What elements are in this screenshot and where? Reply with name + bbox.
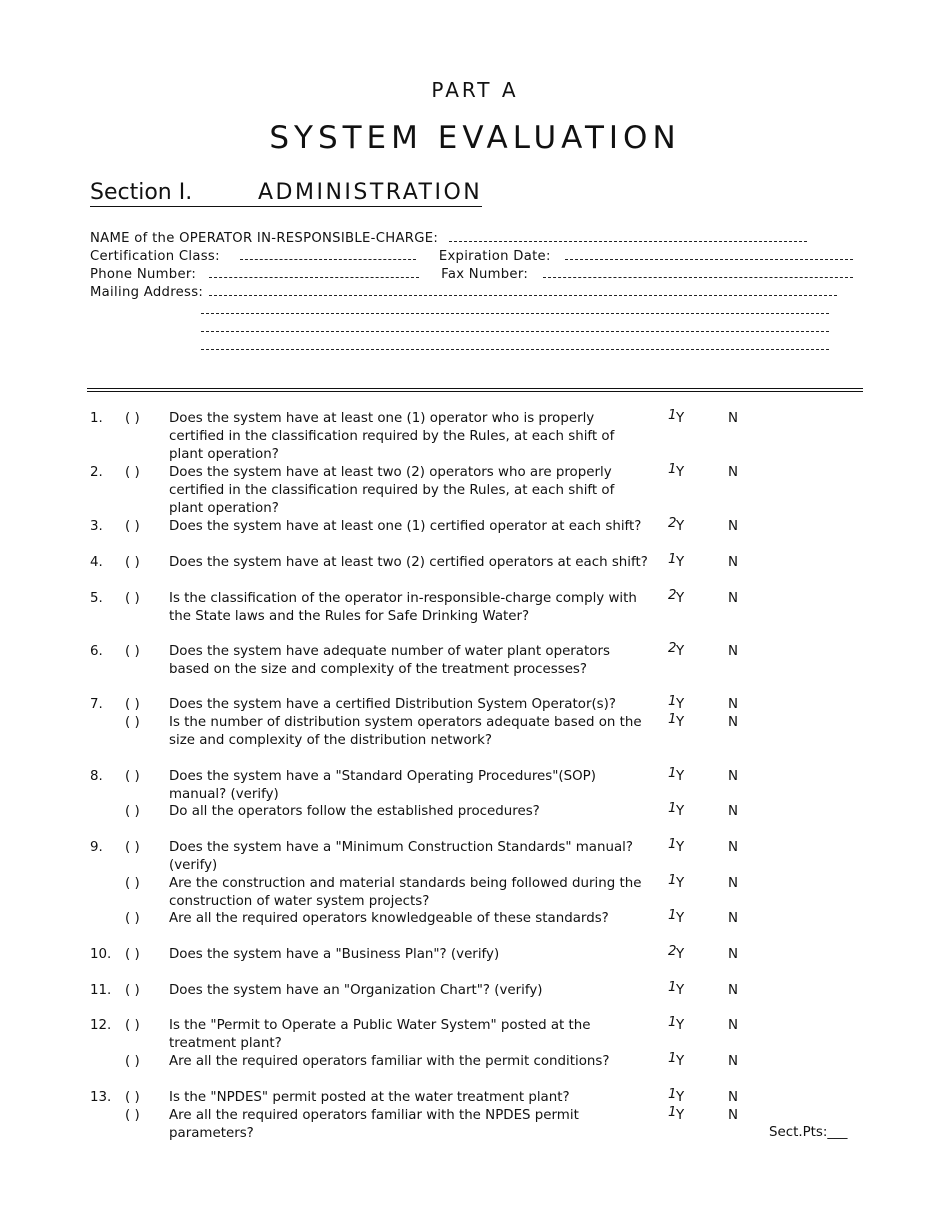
no-option[interactable]: N — [728, 591, 739, 606]
points-value: 1 — [668, 766, 677, 781]
points-value: 1 — [668, 980, 677, 995]
mailing-field-3[interactable] — [201, 319, 829, 332]
points-value: 2 — [668, 516, 677, 531]
cert-class-field[interactable] — [240, 247, 416, 260]
no-option[interactable]: N — [728, 840, 739, 855]
no-option[interactable]: N — [728, 769, 739, 784]
question-number: 7. — [90, 697, 103, 712]
no-option[interactable]: N — [728, 715, 739, 730]
points-value: 1 — [668, 1105, 677, 1120]
yes-option[interactable]: Y — [676, 715, 685, 730]
answer-checkbox[interactable]: ( ) — [125, 911, 140, 926]
points-value: 1 — [668, 462, 677, 477]
no-option[interactable]: N — [728, 519, 739, 534]
points-value: 2 — [668, 588, 677, 603]
answer-checkbox[interactable]: ( ) — [125, 555, 140, 570]
question-number: 13. — [90, 1090, 112, 1105]
yes-option[interactable]: Y — [676, 840, 685, 855]
points-value: 1 — [668, 873, 677, 888]
mailing-field-4[interactable] — [201, 337, 829, 350]
no-option[interactable]: N — [728, 411, 739, 426]
cert-class-label: Certification Class: — [90, 249, 220, 264]
answer-checkbox[interactable]: ( ) — [125, 644, 140, 659]
question-text: Is the "Permit to Operate a Public Water System" posted at the treatment plant? — [169, 1018, 591, 1051]
fax-field[interactable] — [543, 265, 853, 278]
yes-option[interactable]: Y — [676, 876, 685, 891]
no-option[interactable]: N — [728, 1108, 739, 1123]
points-value: 1 — [668, 408, 677, 423]
answer-checkbox[interactable]: ( ) — [125, 804, 140, 819]
part-heading: PART A — [431, 78, 519, 102]
question-text: Is the "NPDES" permit posted at the water treatment plant? — [169, 1090, 570, 1105]
mailing-row — [90, 283, 837, 300]
phone-label: Phone Number: — [90, 267, 197, 282]
section-name: ADMINISTRATION — [258, 180, 483, 205]
yes-option[interactable]: Y — [676, 1090, 685, 1105]
question-text: Does the system have adequate number of water plant operators based on the size and complexity of the treatment processes? — [169, 644, 610, 677]
no-option[interactable]: N — [728, 644, 739, 659]
question-text: Does the system have an "Organization Chart"? (verify) — [169, 983, 543, 998]
question-number: 4. — [90, 555, 103, 570]
question-text: Does the system have a "Minimum Construction Standards" manual? (verify) — [169, 840, 634, 873]
points-value: 1 — [668, 1051, 677, 1066]
answer-checkbox[interactable]: ( ) — [125, 876, 140, 891]
points-value: 2 — [668, 944, 677, 959]
answer-checkbox[interactable]: ( ) — [125, 769, 140, 784]
fax-label: Fax Number: — [441, 267, 529, 282]
question-number: 10. — [90, 947, 112, 962]
question-number: 5. — [90, 591, 103, 606]
phone-field[interactable] — [209, 265, 419, 278]
yes-option[interactable]: Y — [676, 911, 685, 926]
points-value: 1 — [668, 694, 677, 709]
yes-option[interactable]: Y — [676, 1018, 685, 1033]
expiration-label: Expiration Date: — [438, 249, 551, 264]
answer-checkbox[interactable]: ( ) — [125, 1090, 140, 1105]
mailing-label: Mailing Address: — [90, 285, 204, 300]
answer-checkbox[interactable]: ( ) — [125, 411, 140, 426]
question-text: Does the system have at least one (1) certified operator at each shift? — [169, 519, 642, 534]
answer-checkbox[interactable]: ( ) — [125, 1054, 140, 1069]
points-value: 1 — [668, 837, 677, 852]
question-number: 9. — [90, 840, 103, 855]
points-value: 1 — [668, 1087, 677, 1102]
points-value: 1 — [668, 908, 677, 923]
no-option[interactable]: N — [728, 876, 739, 891]
no-option[interactable]: N — [728, 465, 739, 480]
question-text: Are all the required operators familiar with the permit conditions? — [169, 1054, 610, 1069]
points-value: 1 — [668, 1015, 677, 1030]
answer-checkbox[interactable]: ( ) — [125, 591, 140, 606]
no-option[interactable]: N — [728, 555, 739, 570]
page-title: SYSTEM EVALUATION — [269, 120, 681, 156]
answer-checkbox[interactable]: ( ) — [125, 465, 140, 480]
question-number: 12. — [90, 1018, 112, 1033]
yes-option[interactable]: Y — [676, 804, 685, 819]
yes-option[interactable]: Y — [676, 591, 685, 606]
question-number: 11. — [90, 983, 112, 998]
question-text: Does the system have a "Business Plan"? (verify) — [169, 947, 500, 962]
yes-option[interactable]: Y — [676, 697, 685, 712]
points-value: 1 — [668, 552, 677, 567]
certification-row — [90, 247, 853, 264]
yes-option[interactable]: Y — [676, 555, 685, 570]
no-option[interactable]: N — [728, 697, 739, 712]
answer-checkbox[interactable]: ( ) — [125, 697, 140, 712]
mailing-line-3 — [201, 319, 829, 336]
points-value: 2 — [668, 641, 677, 656]
no-option[interactable]: N — [728, 804, 739, 819]
divider-top — [87, 388, 863, 389]
answer-checkbox[interactable]: ( ) — [125, 1018, 140, 1033]
no-option[interactable]: N — [728, 947, 739, 962]
question-text: Does the system have a certified Distribution System Operator(s)? — [169, 697, 616, 712]
operator-name-row — [90, 229, 807, 246]
yes-option[interactable]: Y — [676, 983, 685, 998]
mailing-line-2 — [201, 301, 829, 318]
question-number: 2. — [90, 465, 103, 480]
question-text: Does the system have at least one (1) operator who is properly certified in the classification required by the Rules, at each shift of plant operation? — [169, 411, 615, 462]
section-heading — [90, 180, 482, 207]
no-option[interactable]: N — [728, 983, 739, 998]
phone-row — [90, 265, 853, 282]
question-number: 1. — [90, 411, 103, 426]
question-number: 6. — [90, 644, 103, 659]
yes-option[interactable]: Y — [676, 519, 685, 534]
mailing-field-1[interactable] — [209, 283, 837, 296]
mailing-field-2[interactable] — [201, 301, 829, 314]
answer-checkbox[interactable]: ( ) — [125, 947, 140, 962]
expiration-field[interactable] — [565, 247, 853, 260]
question-text: Does the system have a "Standard Operating Procedures"(SOP) manual? (verify) — [169, 769, 596, 802]
question-text: Are the construction and material standards being followed during the construction of water system projects? — [169, 876, 642, 909]
answer-checkbox[interactable]: ( ) — [125, 519, 140, 534]
divider-bottom — [87, 391, 863, 392]
yes-option[interactable]: Y — [676, 769, 685, 784]
yes-option[interactable]: Y — [676, 411, 685, 426]
answer-checkbox[interactable]: ( ) — [125, 983, 140, 998]
question-text: Is the number of distribution system operators adequate based on the size and complexity of the distribution network? — [169, 715, 642, 748]
question-text: Are all the required operators familiar with the NPDES permit parameters? — [169, 1108, 579, 1141]
answer-checkbox[interactable]: ( ) — [125, 1108, 140, 1123]
question-number: 3. — [90, 519, 103, 534]
yes-option[interactable]: Y — [676, 1108, 685, 1123]
section-points: Sect.Pts:___ — [769, 1125, 848, 1140]
no-option[interactable]: N — [728, 1054, 739, 1069]
no-option[interactable]: N — [728, 911, 739, 926]
points-value: 1 — [668, 712, 677, 727]
no-option[interactable]: N — [728, 1090, 739, 1105]
yes-option[interactable]: Y — [676, 947, 685, 962]
yes-option[interactable]: Y — [676, 644, 685, 659]
question-text: Does the system have at least two (2) operators who are properly certified in the classification required by the Rules, at each shift of plant operation? — [169, 465, 615, 516]
no-option[interactable]: N — [728, 1018, 739, 1033]
question-number: 8. — [90, 769, 103, 784]
yes-option[interactable]: Y — [676, 465, 685, 480]
question-text: Do all the operators follow the established procedures? — [169, 804, 540, 819]
operator-name-label: NAME of the OPERATOR IN-RESPONSIBLE-CHARGE: — [90, 231, 439, 246]
mailing-line-4 — [201, 337, 829, 354]
question-text: Are all the required operators knowledgeable of these standards? — [169, 911, 609, 926]
operator-name-field[interactable] — [449, 229, 807, 242]
question-text: Is the classification of the operator in-responsible-charge comply with the State laws and the Rules for Safe Drinking Water? — [169, 591, 637, 624]
answer-checkbox[interactable]: ( ) — [125, 840, 140, 855]
yes-option[interactable]: Y — [676, 1054, 685, 1069]
points-value: 1 — [668, 801, 677, 816]
section-number: Section I. — [90, 180, 193, 205]
answer-checkbox[interactable]: ( ) — [125, 715, 140, 730]
question-text: Does the system have at least two (2) certified operators at each shift? — [169, 555, 648, 570]
